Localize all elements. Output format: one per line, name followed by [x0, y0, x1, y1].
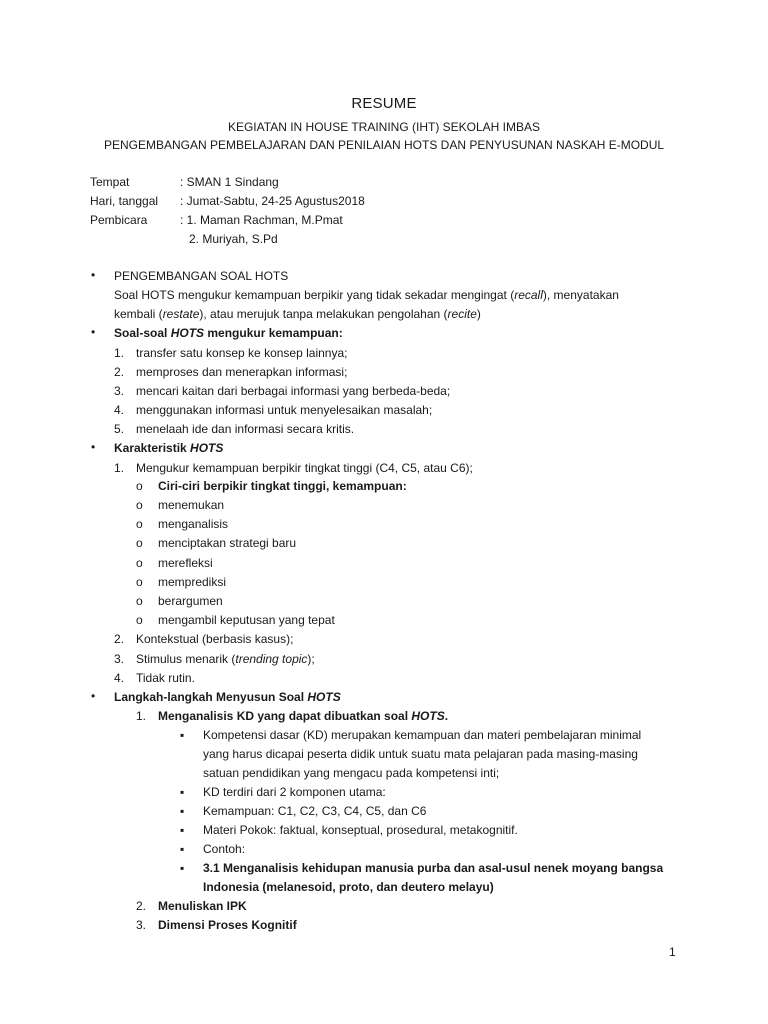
kd-text-line-5: Kemampuan: C1, C2, C3, C4, C5, dan C6 — [203, 804, 427, 818]
sub-list-item: menganalisis — [158, 517, 229, 531]
list-number: 4. — [114, 671, 125, 685]
list-item: Menganalisis KD yang dapat dibuatkan soal HOTS. — [158, 709, 449, 723]
circle-marker: o — [136, 498, 143, 512]
bullet-marker: • — [91, 689, 96, 703]
list-item: transfer satu konsep ke konsep lainnya; — [136, 346, 348, 360]
list-number: 1. — [136, 709, 147, 723]
square-marker: ▪ — [180, 785, 185, 799]
list-item: memproses dan menerapkan informasi; — [136, 365, 348, 379]
square-marker: ▪ — [180, 842, 185, 856]
sub-heading-ciri: Ciri-ciri berpikir tingkat tinggi, kemampuan: — [158, 479, 407, 493]
bullet-marker: • — [91, 325, 96, 339]
section-heading-hots: PENGEMBANGAN SOAL HOTS — [114, 269, 289, 283]
list-number: 1. — [114, 346, 125, 360]
sub-list-item: merefleksi — [158, 556, 213, 570]
list-number: 2. — [136, 899, 147, 913]
sub-list-item: mengambil keputusan yang tepat — [158, 613, 335, 627]
page-number: 1 — [669, 945, 676, 959]
circle-marker: o — [136, 479, 143, 493]
square-marker: ▪ — [180, 861, 185, 875]
bullet-marker: • — [91, 268, 96, 282]
section-heading-langkah: Langkah-langkah Menyusun Soal HOTS — [114, 690, 341, 704]
list-item: Tidak rutin. — [136, 671, 195, 685]
pembicara-value-2: 2. Muriyah, S.Pd — [189, 232, 278, 246]
sub-list-item: berargumen — [158, 594, 223, 608]
kd-text-line-6: Materi Pokok: faktual, konseptual, prosedural, metakognitif. — [203, 823, 518, 837]
document-title: RESUME — [351, 95, 417, 112]
tempat-value: : SMAN 1 Sindang — [180, 175, 279, 189]
tempat-label: Tempat — [90, 175, 130, 189]
list-item: Mengukur kemampuan berpikir tingkat tinggi (C4, C5, atau C6); — [136, 461, 473, 475]
list-item: menelaah ide dan informasi secara kritis. — [136, 422, 355, 436]
list-number: 3. — [114, 652, 125, 666]
list-item: menggunakan informasi untuk menyelesaikan masalah; — [136, 403, 433, 417]
list-item: Kontekstual (berbasis kasus); — [136, 632, 294, 646]
hari-value: : Jumat-Sabtu, 24-25 Agustus2018 — [180, 194, 365, 208]
kd-text-line-1: Kompetensi dasar (KD) merupakan kemampuan dan materi pembelajaran minimal — [203, 728, 642, 742]
sub-list-item: menemukan — [158, 498, 225, 512]
kd-text-line-2: yang harus dicapai peserta didik untuk suatu mata pelajaran pada masing-masing — [203, 747, 638, 761]
circle-marker: o — [136, 594, 143, 608]
sub-list-item: menciptakan strategi baru — [158, 536, 297, 550]
list-number: 2. — [114, 365, 125, 379]
circle-marker: o — [136, 556, 143, 570]
list-number: 3. — [114, 384, 125, 398]
document-subtitle-1: KEGIATAN IN HOUSE TRAINING (IHT) SEKOLAH IMBAS — [227, 120, 541, 134]
pembicara-value-1: : 1. Maman Rachman, M.Pmat — [180, 213, 343, 227]
sub-list-item: memprediksi — [158, 575, 227, 589]
circle-marker: o — [136, 517, 143, 531]
circle-marker: o — [136, 536, 143, 550]
list-number: 3. — [136, 918, 147, 932]
list-number: 4. — [114, 403, 125, 417]
section-paragraph-line-2: kembali (restate), atau merujuk tanpa melakukan pengolahan (recite) — [114, 307, 481, 321]
list-number: 5. — [114, 422, 125, 436]
square-marker: ▪ — [180, 823, 185, 837]
circle-marker: o — [136, 575, 143, 589]
list-number: 2. — [114, 632, 125, 646]
list-item: mencari kaitan dari berbagai informasi yang berbeda-beda; — [136, 384, 451, 398]
circle-marker: o — [136, 613, 143, 627]
square-marker: ▪ — [180, 804, 185, 818]
list-number: 1. — [114, 461, 125, 475]
kd-text-line-4: KD terdiri dari 2 komponen utama: — [203, 785, 386, 799]
section-heading-soal-hots: Soal-soal HOTS mengukur kemampuan: — [114, 326, 343, 340]
kd-text-line-3: satuan pendidikan yang mengacu pada kompetensi inti; — [203, 766, 500, 780]
pembicara-label: Pembicara — [90, 213, 148, 227]
document-subtitle-2: PENGEMBANGAN PEMBELAJARAN DAN PENILAIAN HOTS DAN PENYUSUNAN NASKAH E-MODUL — [103, 138, 665, 152]
section-heading-karakteristik: Karakteristik HOTS — [114, 441, 224, 455]
list-item: Dimensi Proses Kognitif — [158, 918, 297, 932]
kd-text-line-7: Contoh: — [203, 842, 246, 856]
section-paragraph-line-1: Soal HOTS mengukur kemampuan berpikir yang tidak sekadar mengingat (recall), menyatakan — [114, 288, 619, 302]
kd-text-line-9: Indonesia (melanesoid, proto, dan deutero melayu) — [203, 880, 494, 894]
list-item: Stimulus menarik (trending topic); — [136, 652, 315, 666]
bullet-marker: • — [91, 440, 96, 454]
kd-text-line-8: 3.1 Menganalisis kehidupan manusia purba dan asal-usul nenek moyang bangsa — [203, 861, 664, 875]
list-item: Menuliskan IPK — [158, 899, 247, 913]
hari-label: Hari, tanggal — [90, 194, 159, 208]
square-marker: ▪ — [180, 728, 185, 742]
